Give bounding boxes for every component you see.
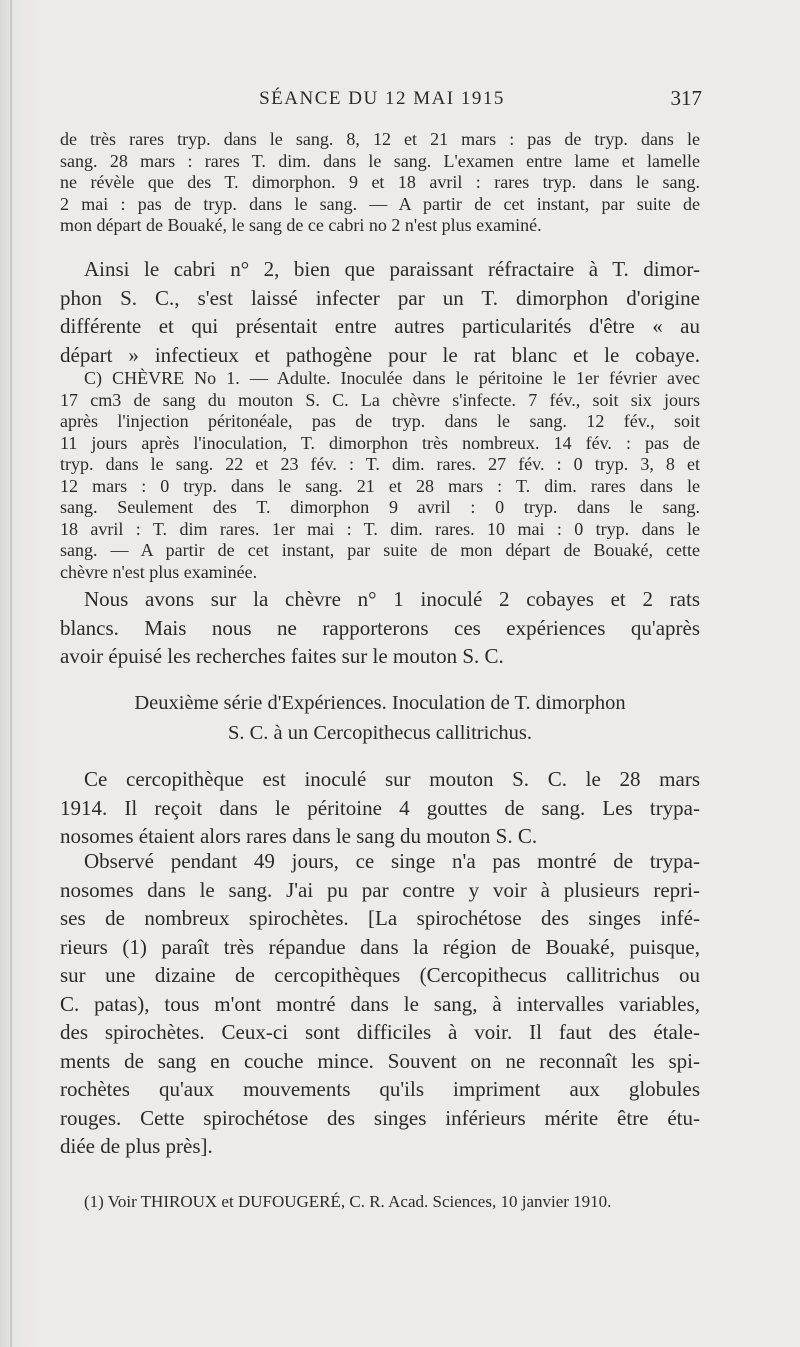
text-line: sur une dizaine de cercopithèques (Cercopithecus callitrichus ou xyxy=(60,963,700,987)
text-line: rieurs (1) paraît très répandue dans la région de Bouaké, puisque, xyxy=(60,934,700,959)
text-line: ne révèle que des T. dimorphon. 9 et 18 avril : rares tryp. dans le sang. xyxy=(60,172,700,192)
page-gutter-shadow xyxy=(10,0,12,1347)
text-line: nosomes étaient alors rares dans le sang du mouton S. C. xyxy=(60,824,538,848)
text-line: Observé pendant 49 jours, ce singe n'a pas montré de trypa- xyxy=(84,849,700,873)
text-line: mon départ de Bouaké, le sang de ce cabri no 2 n'est plus examiné. xyxy=(60,215,542,235)
text-line: nosomes dans le sang. J'ai pu par contre y voir à plusieurs repri- xyxy=(60,877,700,902)
text-line: C) CHÈVRE No 1. — Adulte. Inoculée dans le péritoine le 1er février avec xyxy=(84,368,700,388)
footnote-text: (1) Voir THIROUX et DUFOUGERÉ, C. R. Acad. Sciences, 10 janvier 1910. xyxy=(84,1192,612,1211)
paragraph-chevre-1 xyxy=(60,368,700,583)
text-line: phon S. C., s'est laissé infecter par un T. dimorphon d'origine xyxy=(60,285,700,310)
text-line: ments de sang en couche mince. Souvent on ne reconnaît les spi- xyxy=(60,1048,700,1073)
text-line: blancs. Mais nous ne rapporterons ces expériences qu'après xyxy=(60,615,700,640)
text-line: rochètes qu'aux mouvements qu'ils impriment aux globules xyxy=(60,1077,700,1101)
text-line: sang. Seulement des T. dimorphon 9 avril : 0 tryp. dans le sang. xyxy=(60,497,700,517)
text-line: C. patas), tous m'ont montré dans le sang, à intervalles variables, xyxy=(60,991,700,1016)
text-line: 2 mai : pas de tryp. dans le sang. — A partir de cet instant, par suite de xyxy=(60,193,700,214)
paragraph-cabri-continued xyxy=(60,129,700,237)
text-line: 17 cm3 de sang du mouton S. C. La chèvre s'infecte. 7 fév., soit six jours xyxy=(60,389,700,410)
text-line: rouges. Cette spirochétose des singes inférieurs mérite être étu- xyxy=(60,1105,700,1130)
paragraph-cercopitheque xyxy=(60,765,700,851)
running-title: SÉANCE DU 12 MAI 1915 xyxy=(259,88,505,109)
text-line: 12 mars : 0 tryp. dans le sang. 21 et 28 mars : T. dim. rares dans le xyxy=(60,475,700,496)
text-line: 18 avril : T. dim rares. 1er mai : T. dim. rares. 10 mai : 0 tryp. dans le xyxy=(60,518,700,539)
text-line: différente et qui présentait entre autres particularités d'être « au xyxy=(60,314,700,338)
text-line: Ce cercopithèque est inoculé sur mouton S. C. le 28 mars xyxy=(84,767,700,791)
text-line: tryp. dans le sang. 22 et 23 fév. : T. dim. rares. 27 fév. : 0 tryp. 3, 8 et xyxy=(60,454,700,474)
text-line: diée de plus près]. xyxy=(60,1134,213,1158)
section-heading xyxy=(60,688,700,748)
text-line: avoir épuisé les recherches faites sur le mouton S. C. xyxy=(60,644,504,668)
text-line: de très rares tryp. dans le sang. 8, 12 et 21 mars : pas de tryp. dans le xyxy=(60,129,700,149)
page-header xyxy=(62,84,702,114)
text-line: 11 jours après l'inoculation, T. dimorphon très nombreux. 14 fév. : pas de xyxy=(60,432,700,453)
text-line: chèvre n'est plus examinée. xyxy=(60,561,258,582)
text-line: départ » infectieux et pathogène pour le rat blanc et le cobaye. xyxy=(60,342,700,367)
text-line: des spirochètes. Ceux-ci sont difficiles à voir. Il faut des étale- xyxy=(60,1020,700,1044)
text-line: Nous avons sur la chèvre n° 1 inoculé 2 cobayes et 2 rats xyxy=(84,587,700,611)
page-number: 317 xyxy=(670,86,702,110)
text-line: après l'injection péritonéale, pas de tryp. dans le sang. 12 fév., soit xyxy=(60,411,700,431)
footnote xyxy=(60,1192,700,1212)
text-line: sang. — A partir de cet instant, par suite de mon départ de Bouaké, cette xyxy=(60,540,700,560)
heading-line: Deuxième série d'Expériences. Inoculation de T. dimorphon xyxy=(134,692,626,714)
text-line: Ainsi le cabri n° 2, bien que paraissant réfractaire à T. dimor- xyxy=(84,257,700,281)
heading-line: S. C. à un Cercopithecus callitrichus. xyxy=(227,722,533,744)
paragraph-ainsi xyxy=(60,255,700,369)
paragraph-observe xyxy=(60,847,700,1161)
text-line: 1914. Il reçoit dans le péritoine 4 gouttes de sang. Les trypa- xyxy=(60,795,700,820)
text-line: sang. 28 mars : rares T. dim. dans le sang. L'examen entre lame et lamelle xyxy=(60,150,700,171)
paragraph-nous-avons xyxy=(60,585,700,671)
text-line: ses de nombreux spirochètes. [La spirochétose des singes infé- xyxy=(60,906,700,930)
